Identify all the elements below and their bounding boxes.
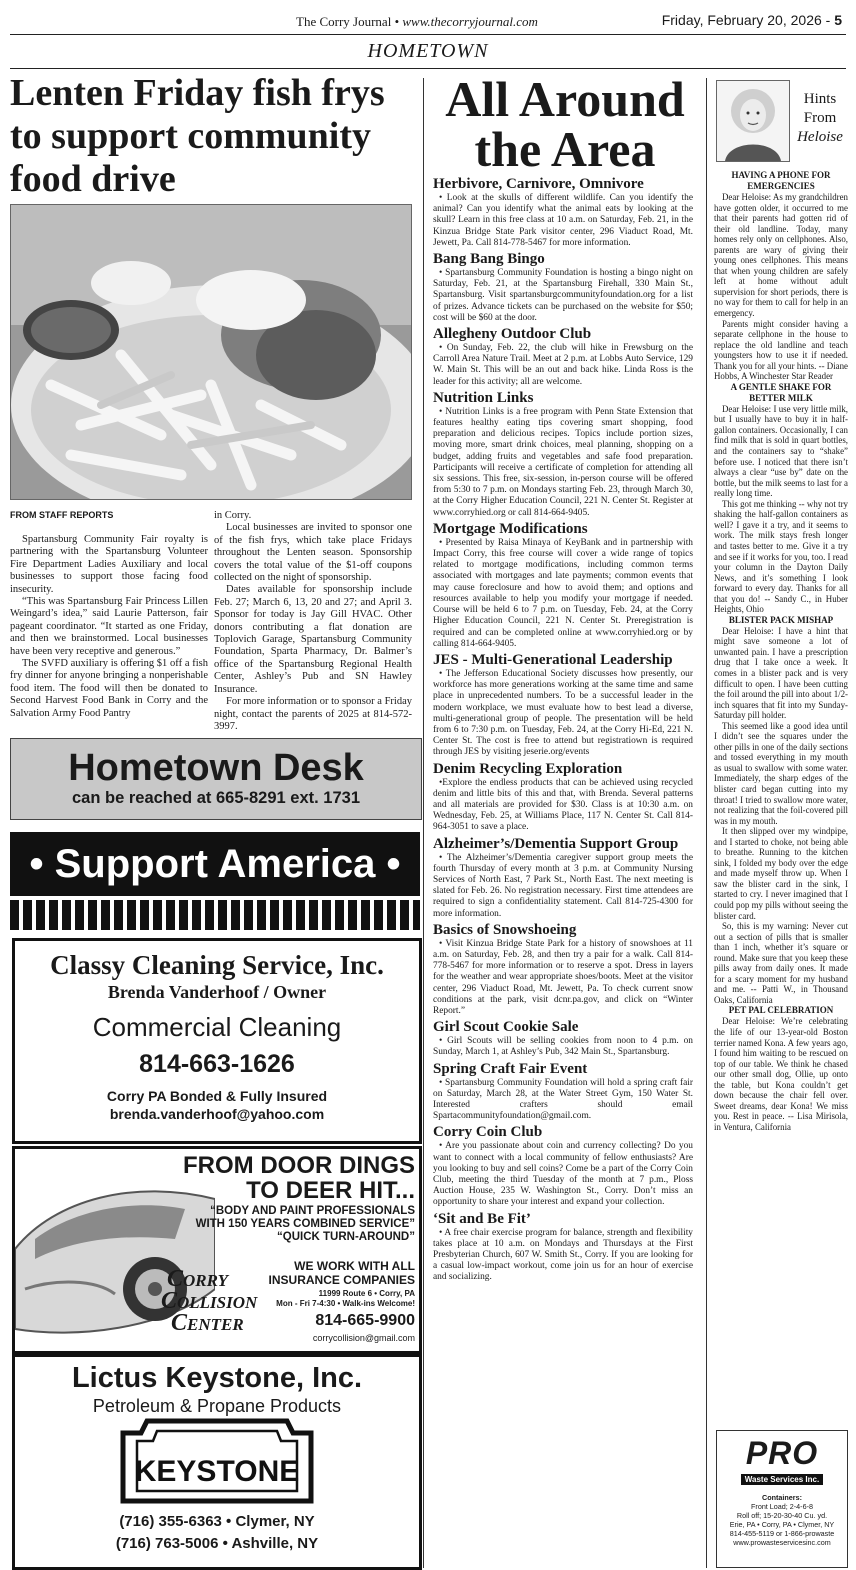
event-item	[433, 389, 693, 519]
ad-address-line: 11999 Route 6 • Corry, PA	[318, 1289, 415, 1298]
paragraph: Dates available for sponsorship include Feb. 27; March 6, 13, 20 and 27; and April 3. Sponsor for today is Jay Gill HVAC. Other donors contributing a flat donation are Toplovich Garage, Spartansburg Community Foundation, Sparta Pharmacy, Dr. Balmer’s office of the Spartansburg Regional Health Center, Ashley’s Pub and SN Hawley Insurance.	[214, 584, 412, 695]
column-name-line: Heloise	[797, 129, 843, 145]
corry-collision-logo: CORRY COLLISION CENTER	[161, 1266, 258, 1336]
event-item	[433, 250, 693, 324]
hint-paragraph: Parents might consider having a separate cellphone in the house to replace the old landline and teach youngsters how to use it if needed. Thank you for all your hints. -- Diane Hobbs, A Winchester Star Reader	[714, 318, 848, 382]
event-text: • Girl Scouts will be selling cookies from noon to 4 p.m. on Sunday, March 1, at Ashley’s Pub, 342 Main St., Spartansburg.	[433, 1036, 693, 1058]
ad-insured: Corry PA Bonded & Fully Insured	[106, 1088, 328, 1104]
pro-info-line: Roll off; 15-20-30-40 Cu. yd.	[736, 1511, 828, 1520]
hint-paragraph: This got me thinking -- why not try shaking the half-gallon containers as well? I gave it a try, and it seems to work. The milk stays fresh longer and tastes better to me. Give it a try and see if it works for you, too. I read your column in the Dayton Daily News, and it’s something I look forward to every day. Thanks for all that you do! -- Sandy C., in Huber Heights, Ohio	[714, 498, 848, 615]
hint-heading: BLISTER PACK MISHAP	[728, 614, 834, 625]
heloise-portrait	[716, 80, 790, 162]
hint-body	[714, 626, 848, 1006]
event-title: Spring Craft Fair Event	[433, 1060, 588, 1077]
ad-email[interactable]: brenda.vanderhoof@yahoo.com	[109, 1106, 325, 1122]
ad-owner: Brenda Vanderhoof / Owner	[107, 982, 327, 1002]
ad-phone: 814-665-9900	[315, 1312, 415, 1329]
event-item	[433, 1210, 693, 1284]
ad-business-name: Classy Cleaning Service, Inc.	[50, 950, 384, 980]
keystone-logo	[117, 1417, 317, 1505]
lead-story-column-2	[214, 510, 412, 733]
hint-paragraph: Dear Heloise: I have a hint that might save someone a lot of unwanted pain. I have a prescription drug that I take once a week. It comes in a blister pack and is very difficult to open. I have been cutting the foil around the pill into about 1/2-inch squares that fit into my Sunday-Saturday pill holder.	[714, 625, 848, 721]
paragraph: For more information or to sponsor a Friday night, contact the parents of 2025 at 814-572-3997.	[214, 696, 412, 732]
event-title: Basics of Snowshoeing	[433, 921, 577, 938]
event-text: • The Jefferson Educational Society discusses how presently, our workforce has more generations working at the same time and same place in unprecedented numbers. To be a successful leader in the modern workplace, we must evaluate how to best lead a diverse, multi-generational group of people. The presentation will be held from 6 to 7:30 p.m. on Tuesday, Feb. 24, at the Corry Hi-Ed, 221 N. Center St. The cost is free to attend but registratiown is required through JES by visiting jeserie.org/events	[433, 668, 693, 758]
hint-body	[714, 192, 848, 382]
ad-products: Petroleum & Propane Products	[92, 1396, 342, 1416]
masthead	[296, 14, 538, 30]
event-item	[433, 520, 693, 650]
column-rule	[423, 78, 424, 1568]
site-link[interactable]: www.thecorryjournal.com	[402, 14, 538, 29]
event-text: • Visit Kinzua Bridge State Park for a history of snowshoes at 11 a.m. on Saturday, Feb. 28, and then try a pair for a walk. Call 814-778-5467 for more information or to reserve a spot. Dress in layers for the weather and wear appropriate shoes/boots. Meet at the visitor center, 296 Viaduct Road, Mt. Jewett, Pa. To check current snow conditions at the park, visit dcnr.pa.gov, and click on “Winter Report.”	[433, 938, 693, 1016]
hint-paragraph: Dear Heloise: We’re celebrating the life of our 13-year-old Boston terrier named Kona. A few years ago, I found him waiting to be rescued on top of our table. We think he chased our other small dog, Ollie, up onto the table, but Kona couldn’t get down because the chair fell over. Sweet dreams, dear Kona! We miss you. Rest in peace. -- Lisa Mirisola, in Ventura, California	[714, 1016, 848, 1132]
ad-insurance-line: INSURANCE COMPANIES	[268, 1273, 415, 1287]
event-title: Alzheimer’s/Dementia Support Group	[433, 835, 679, 852]
event-title: Allegheny Outdoor Club	[433, 326, 592, 343]
event-title: ‘Sit and Be Fit’	[433, 1210, 531, 1227]
paragraph: in Corry.	[214, 510, 252, 521]
pro-info-line: Erie, PA • Corry, PA • Clymer, NY	[729, 1520, 835, 1529]
around-title: All Around the Area	[445, 71, 685, 177]
ad-insurance-line: WE WORK WITH ALL	[294, 1259, 415, 1273]
support-america-banner: • Support America •	[10, 832, 420, 896]
pro-info-line[interactable]: www.prowasteservicesinc.com	[733, 1538, 831, 1547]
event-item	[433, 1018, 693, 1058]
ad-hours: Mon - Fri 7-4:30 • Walk-ins Welcome!	[276, 1299, 415, 1308]
hint-body	[714, 404, 848, 615]
event-text: • Presented by Raisa Minaya of KeyBank and in partnership with Impact Corry, this free course will cover a wide range of topics related to mortgage modifications, including common terms associated with mortgages and late payments; common events that may cause foreclosure and how to avoid them; and options and resources available to help you modify your mortgage if needed. Course will be held 6 to 7 p.m. on Tuesday, Feb. 24, at the Corry Higher Education Council, 221 N. Center St. Preregistration is required and can be completed online at www.corryhied.org or by calling 814-664-9405.	[433, 537, 693, 649]
fish-fry-photo	[10, 204, 412, 500]
logo-text: ENTER	[187, 1315, 244, 1334]
corry-collision-ad	[12, 1146, 422, 1354]
ad-email[interactable]: corrycollision@gmail.com	[312, 1333, 415, 1343]
hint-body	[714, 1016, 848, 1132]
column-name-line: From	[803, 110, 837, 126]
ad-tagline	[165, 1205, 415, 1244]
pro-info-line: 814-455-5119 or 1-866-prowaste	[729, 1529, 835, 1538]
logo-text: OLLISION	[177, 1293, 258, 1312]
ad-insurance	[245, 1259, 415, 1287]
stripe-bar	[10, 900, 420, 930]
ad-headline-line: TO DEER HIT...	[246, 1177, 415, 1204]
event-text: •Explore the endless products that can be achieved using recycled denim and little bits of this and that, with Brenda. Several patterns and all materials are provided for $30. Class is at 10:30 a.m. on Wednesday, Feb. 25, at Williams Place, 117 N. Center St. Call 814-964-3051 to save a place.	[433, 777, 693, 833]
event-title: Mortgage Modifications	[433, 520, 588, 537]
lictus-keystone-ad	[12, 1354, 422, 1570]
lead-headline: Lenten Friday fish frys to support community food drive	[10, 72, 385, 200]
event-title: JES - Multi-Generational Leadership	[433, 651, 673, 668]
hint-paragraph: So, this is my warning: Never cut out a section of pills that is smaller than 1 inch, whether it’s square or round. Make sure that you keep these pills away from daily ones. It made for a scary moment for my husband and me. -- Patti W., in Thousand Oaks, California	[714, 921, 848, 1005]
pro-info-line: Containers:	[762, 1493, 802, 1502]
paper-name: The Corry Journal	[296, 14, 392, 29]
issue-date	[662, 12, 842, 28]
event-item	[433, 835, 693, 920]
ad-phone-clymer: (716) 355-6363 • Clymer, NY	[119, 1513, 315, 1530]
event-item	[433, 175, 693, 249]
ad-headline	[175, 1153, 415, 1203]
event-item	[433, 760, 693, 834]
ad-tagline-line: “BODY AND PAINT PROFESSIONALS	[210, 1205, 415, 1217]
event-text: • A free chair exercise program for balance, strength and flexibility takes place at 10 a.m. on Mondays and Thursdays at the First Presbyterian Church, 607 W. Smith St., Corry. If you are looking for a casual low-impact workout, come join us for an hour of exercise and socializing.	[433, 1227, 693, 1283]
hint-paragraph: This seemed like a good idea until I didn’t see the squares under the other pills in one of the daily sections and tossed everything in my mouth as usual to swallow with some water. Immediately, the sharp edges of the blister card began cutting into my throat! I tried to swallow more water, not realizing that the foil-covered pill was in my mouth.	[714, 720, 848, 826]
around-list	[433, 175, 693, 1285]
pro-waste-ad	[716, 1430, 848, 1568]
event-text: • Look at the skulls of different wildlife. Can you identify the animal? Can you identify what the animal eats by looking at the skull? Learn in this free class at 10 a.m. on Saturday, Feb. 21, in the Kinzua Bridge State Park visitor center, 296 Viaduct Road, Mt. Jewett, Pa. Call 814-778-5467 for more information.	[433, 193, 693, 248]
ad-tagline-line: WITH 150 YEARS COMBINED SERVICE”	[195, 1218, 415, 1230]
event-item	[433, 1060, 693, 1123]
hint-heading: A GENTLE SHAKE FOR BETTER MILK	[730, 381, 832, 403]
column-name-line: Hints	[803, 91, 837, 107]
event-text: • Nutrition Links is a free program with Penn State Extension that features healthy eating tips covering smart shopping, food preparation and delicious recipes. Topics include portion sizes, moving more, smart drink choices, meal planning, shopping on a budget, adding fruits and vegetables and safe food preparation. Participants will receive a certificate of completion for attending all six sessions. This free, six-session, in-person course will be offered from 5:30 to 7 p.m. on Mondays starting Feb. 23, through March 30, at the Corry Higher Education Council, 221 N. Center St. Register at www.corryhied.org or call 814-664-9405.	[433, 406, 693, 518]
paragraph: “This was Spartansburg Fair Princess Lillen Weingard’s idea,” said Laurie Patterson, fair pageant coordinator. “It started as one Friday, and then we brainstormed. Local businesses have been very receptive and generous.”	[10, 596, 208, 657]
desk-title: Hometown Desk	[68, 747, 364, 789]
ad-address	[245, 1289, 415, 1309]
section-rule	[10, 68, 846, 69]
keystone-logo-text: KEYSTONE	[134, 1455, 300, 1488]
ad-phone-ashville: (716) 763-5006 • Ashville, NY	[115, 1535, 319, 1552]
ad-phone: 814-663-1626	[139, 1050, 295, 1078]
lead-story-column-1	[10, 510, 208, 720]
paragraph: The SVFD auxiliary is offering $1 off a fish fry dinner for anyone bringing a nonperishable food item. The food will then be donated to Second Harvest Food Bank in Corry and the Salvation Army Food Pantry	[10, 658, 208, 719]
logo-text: ORRY	[183, 1271, 229, 1290]
classy-cleaning-ad	[12, 938, 422, 1144]
ad-headline-line: FROM DOOR DINGS	[183, 1152, 415, 1179]
event-text: • Are you passionate about coin and currency collecting? Do you want to connect with a local community of fellow enthusiasts? Are you looking to buy and sell coins? Come be a part of the Corry Coin Club, meeting the third Tuesday of the month at 7 p.m., Ploss Auction House, 235 W. Washington St., Corry. Don’t miss an opportunity to share your interest and expand your collection.	[433, 1141, 693, 1208]
ad-service: Commercial Cleaning	[92, 1012, 342, 1042]
event-title: Girl Scout Cookie Sale	[433, 1019, 579, 1036]
header-rule	[10, 34, 846, 35]
event-text: • Spartansburg Community Foundation is hosting a bingo night on Saturday, Feb. 21, at the Spartansburg Firehall, 330 Main St., Spartansburg. Visit spartansburgcommunityfoundation.org for a list of prizes. Advance tickets can be purchased on the website for $50; cost will be $60 at the door.	[433, 268, 693, 323]
date-text: Friday, February 20, 2026 -	[661, 12, 835, 28]
masthead-bullet: •	[391, 14, 403, 29]
pro-logo: PRO	[745, 1435, 819, 1471]
pro-info-line: Front Load; 2-4-6-8	[751, 1502, 813, 1511]
paragraph: Spartansburg Community Fair royalty is partnering with the Spartansburg Volunteer Fire Department Ladies Auxiliary and local businesses to support those facing food insecurity.	[10, 534, 208, 595]
event-item	[433, 325, 693, 388]
hint-paragraph: Dear Heloise: I use very little milk, but I usually have to buy it in half-gallon containers. Occasionally, I can find milk that is sold in quart bottles, and the containers say to “shake” before use. I noticed that there isn’t always a clear “use by” date on the bottle, but the milk seems to last for a really long time.	[714, 403, 848, 499]
event-title: Bang Bang Bingo	[433, 251, 545, 268]
hint-heading: HAVING A PHONE FOR EMERGENCIES	[731, 170, 831, 191]
event-item	[433, 1123, 693, 1208]
section-title: HOMETOWN	[367, 40, 489, 62]
hint-paragraph: Dear Heloise: As my grandchildren have gotten older, it occurred to me that their parents had gotten rid of their old landline. Today, many homes rely only on cellphones. Also, parents are wary of giving their young ones cellphones. This means that when young children are safely left at home without adult supervision for short periods, there is no way for them to call for help in an emergency.	[714, 192, 848, 319]
event-text: • The Alzheimer’s/Dementia caregiver support group meets the fourth Thursday of every month at 3 p.m. at Community Nursing Services of North East, 7 Park St., North East. The next meeting is slated for Feb. 26. No registration necessary. First time attendees are required to sign a confidentiality statement. Call 814-725-4300 for more information.	[433, 852, 693, 919]
event-item	[433, 921, 693, 1017]
heloise-column	[714, 170, 848, 1132]
event-title: Corry Coin Club	[433, 1124, 543, 1141]
pro-logo-sub: Waste Services Inc.	[741, 1474, 823, 1485]
desk-phone: can be reached at 665-8291 ext. 1731	[71, 789, 361, 807]
event-item	[433, 651, 693, 759]
hint-paragraph: It then slipped over my windpipe, and I started to choke, not being able to breathe. Running to the kitchen sink, I folded my body over the edge and made myself throw up. When I saw the blister card in the sink, I started to cry. I never imagined that I could pop my pills without seeing the blister card.	[714, 826, 848, 921]
page-number: 5	[834, 12, 842, 28]
event-title: Herbivore, Carnivore, Omnivore	[433, 176, 644, 192]
event-title: Nutrition Links	[433, 389, 534, 406]
paragraph: Local businesses are invited to sponsor one of the fish frys, which take place Fridays throughout the Lenten season. Sponsorship covers the total value of the $1-off coupons collected on the night of sponsorship.	[214, 522, 412, 584]
event-title: Denim Recycling Exploration	[433, 760, 623, 777]
column-name	[790, 90, 850, 147]
event-text: • On Sunday, Feb. 22, the club will hike in Frewsburg on the Carroll Area Nature Trail. Meet at 2 p.m. at Lobbs Auto Service, 129 W. Main St. This will be an out and back hike. Linda Ross is the leader for this activity; all are welcome.	[433, 343, 693, 387]
hint-heading: PET PAL CELEBRATION	[728, 1005, 834, 1016]
hometown-desk-box	[10, 738, 422, 820]
column-rule	[706, 78, 707, 1568]
event-text: • Spartansburg Community Foundation will hold a spring craft fair on Saturday, March 28, at the Water Street Gym, 150 Water St. Interested crafters should email Spartacommunityfoundation@gmail.com.	[433, 1077, 693, 1122]
ad-tagline-line: “QUICK TURN-AROUND”	[277, 1231, 415, 1243]
byline: FROM STAFF REPORTS	[10, 510, 114, 520]
ad-business-name: Lictus Keystone, Inc.	[71, 1362, 363, 1394]
